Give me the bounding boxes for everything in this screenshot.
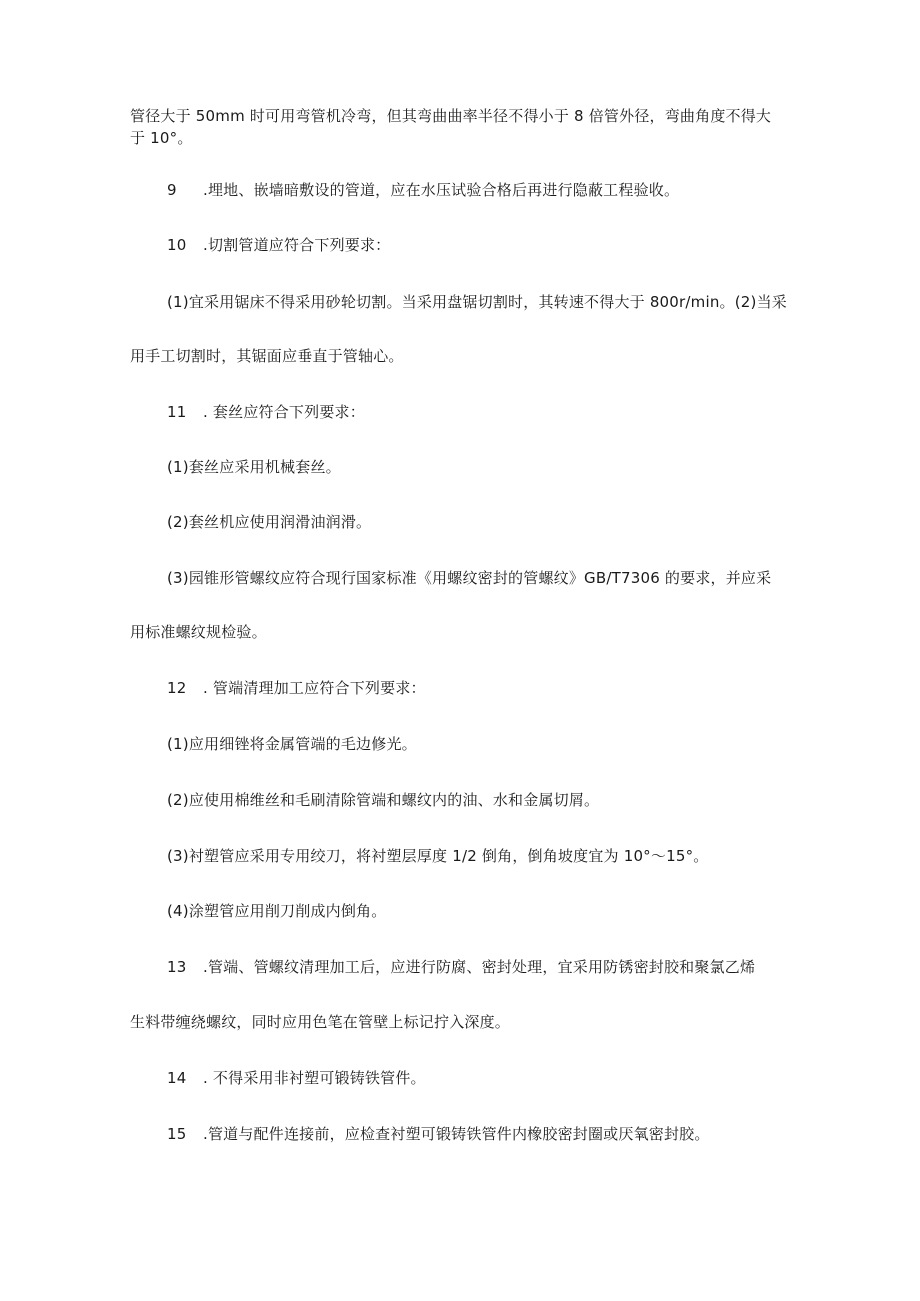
item-11-sub-2 (167, 512, 371, 532)
paragraph-intro-line-2 (130, 128, 193, 148)
item-text: . 不得采用非衬塑可锻铸铁管件。 (203, 1069, 426, 1087)
sub-item-text: (1)应用细锉将金属管端的毛边修光。 (167, 735, 417, 753)
sub-item-text: 用手工切割时，其锯面应垂直于管轴心。 (130, 347, 404, 365)
item-12-sub-1 (167, 734, 417, 754)
item-10-sub-1 (167, 292, 787, 312)
item-13-continued (130, 1012, 510, 1032)
item-10-sub-1-continued (130, 346, 404, 366)
item-number: 15 (167, 1125, 187, 1143)
item-number: 13 (167, 958, 187, 976)
sub-item-text: (1)宜采用锯床不得采用砂轮切割。当采用盘锯切割时，其转速不得大于 800r/min。(2)当采 (167, 293, 788, 311)
item-number: 14 (167, 1069, 187, 1087)
item-text: . 套丝应符合下列要求： (203, 403, 365, 421)
item-number: 11 (167, 403, 187, 421)
item-11-sub-3 (167, 568, 771, 588)
item-text: .埋地、嵌墙暗敷设的管道，应在水压试验合格后再进行隐蔽工程验收。 (203, 181, 680, 199)
item-text: .切割管道应符合下列要求： (203, 236, 391, 254)
sub-item-text: (3)园锥形管螺纹应符合现行国家标准《用螺纹密封的管螺纹》GB/T7306 的要求，并应采 (167, 569, 772, 587)
paragraph-text: 管径大于 50mm 时可用弯管机冷弯，但其弯曲曲率半径不得小于 8 倍管外径，弯曲角度不得大 (130, 107, 772, 125)
item-12 (167, 678, 426, 698)
sub-item-text: (2)套丝机应使用润滑油润滑。 (167, 513, 372, 531)
item-12-sub-2 (167, 790, 599, 810)
item-12-sub-4 (167, 901, 386, 921)
item-number: 9 (167, 181, 177, 199)
item-text: . 管端清理加工应符合下列要求： (203, 679, 426, 697)
item-text: .管端、管螺纹清理加工后，应进行防腐、密封处理，宜采用防锈密封胶和聚氯乙烯 (203, 958, 756, 976)
paragraph-text: 于 10°。 (130, 129, 193, 147)
paragraph-intro-line-1 (130, 106, 771, 126)
item-number: 10 (167, 236, 187, 254)
sub-item-text: (4)涂塑管应用削刀削成内倒角。 (167, 902, 387, 920)
item-13 (167, 957, 755, 977)
sub-item-text: (2)应使用棉维丝和毛刷清除管端和螺纹内的油、水和金属切屑。 (167, 791, 600, 809)
sub-item-text: (1)套丝应采用机械套丝。 (167, 458, 341, 476)
item-text: 生料带缠绕螺纹，同时应用色笔在管壁上标记拧入深度。 (130, 1013, 511, 1031)
item-10 (167, 235, 390, 255)
sub-item-text: 用标准螺纹规检验。 (130, 623, 267, 641)
item-number: 12 (167, 679, 187, 697)
item-11-sub-1 (167, 457, 341, 477)
item-text: .管道与配件连接前，应检查衬塑可锻铸铁管件内橡胶密封圈或厌氧密封胶。 (203, 1125, 710, 1143)
item-11 (167, 402, 365, 422)
sub-item-text: (3)衬塑管应采用专用绞刀，将衬塑层厚度 1/2 倒角，倒角坡度宜为 10°～15°。 (167, 847, 709, 865)
item-15 (167, 1124, 710, 1144)
item-12-sub-3 (167, 846, 708, 866)
item-9 (167, 180, 679, 200)
item-14 (167, 1068, 426, 1088)
item-11-sub-3-continued (130, 622, 267, 642)
